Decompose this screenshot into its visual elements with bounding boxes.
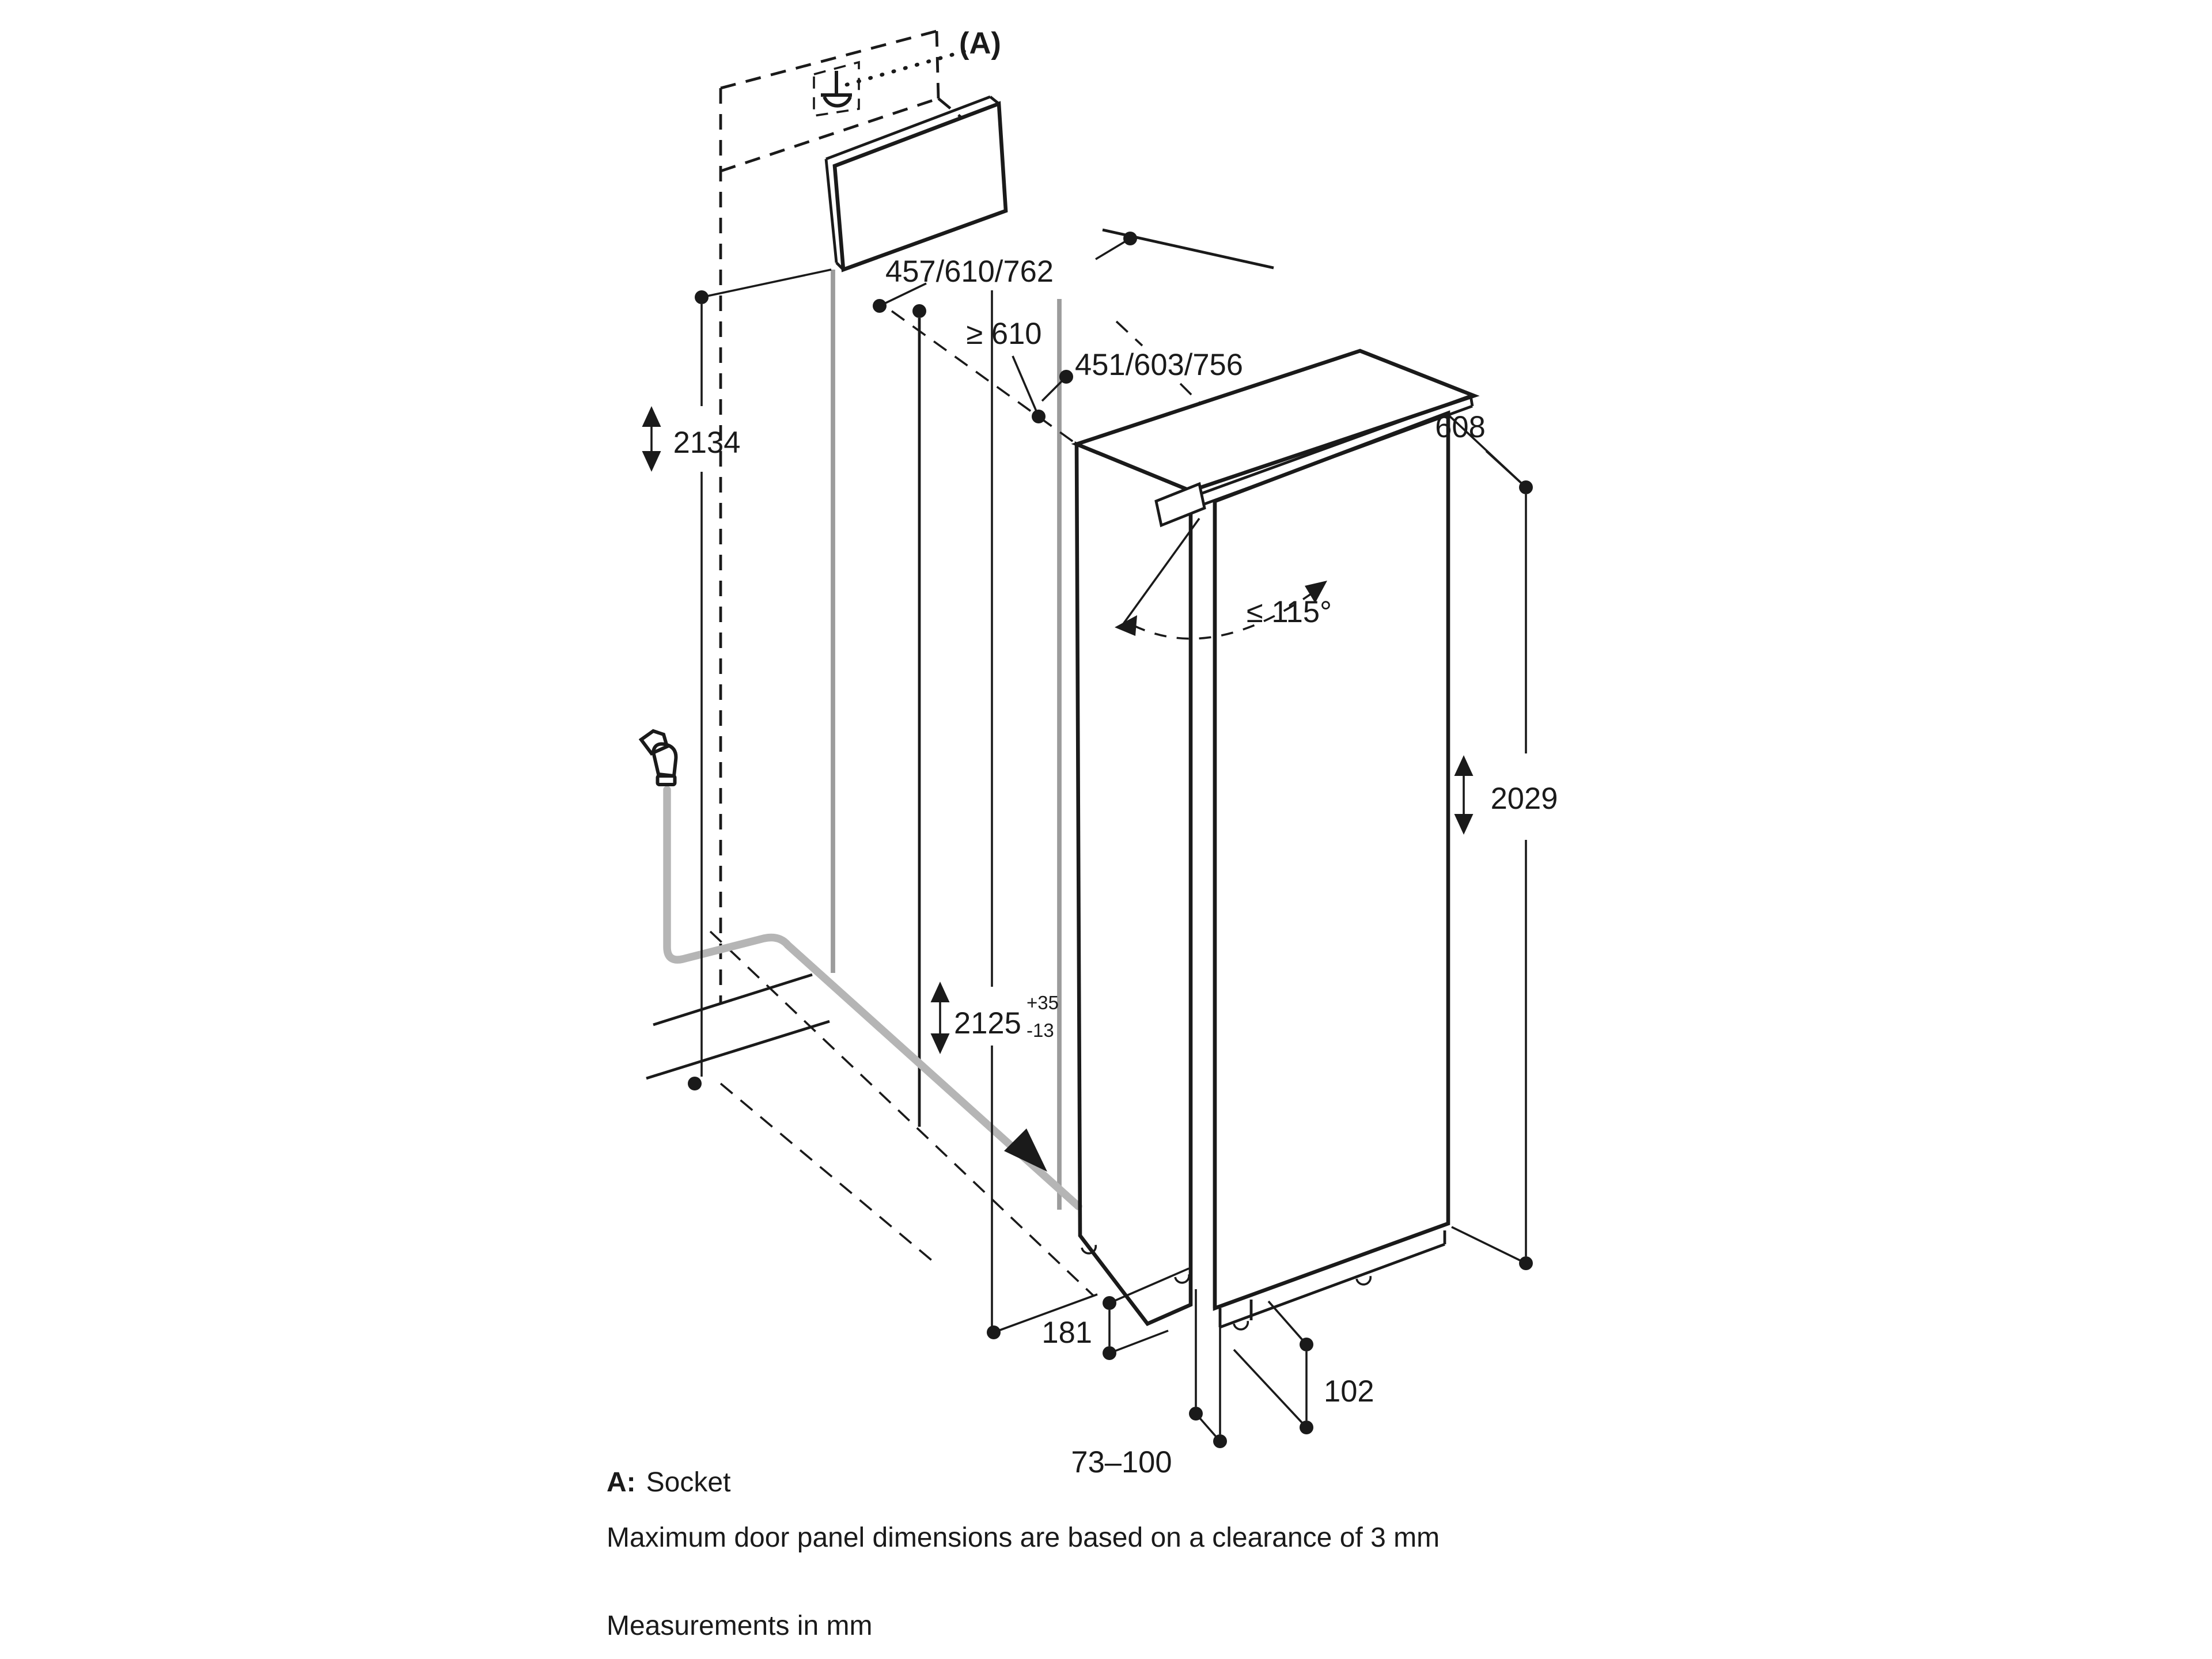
dim-left-height [642, 270, 832, 1090]
left-height-label: 2134 [673, 426, 741, 460]
dimension-dot [1519, 1256, 1533, 1270]
dim-niche-height [931, 290, 1098, 1339]
plinth-height-label: 181 [1041, 1316, 1092, 1350]
niche-height-tol-minus: -13 [1027, 1020, 1054, 1041]
door-hinge-block [1156, 484, 1205, 525]
door-panel [826, 97, 1006, 270]
swing-arrow-left-icon [1115, 615, 1137, 636]
dim-niche-depth [967, 317, 1046, 423]
dim-appliance-height [1452, 494, 1558, 1270]
appliance-door-face [1215, 413, 1448, 1308]
feet-range-label: 73–100 [1071, 1445, 1172, 1479]
water-tap-icon [641, 731, 676, 785]
dimension-dot [1300, 1338, 1313, 1351]
socket-note-value: Socket [646, 1467, 731, 1498]
height-arrow-icon [642, 406, 661, 472]
socket-note-key: A: [607, 1467, 636, 1498]
callout-label: (A) [959, 26, 1001, 60]
dim-feet-range [1071, 1289, 1227, 1479]
dimension-dot [1189, 1407, 1203, 1421]
dimension-dot [1123, 232, 1137, 245]
dimension-dot [873, 299, 887, 313]
door-angle-label: ≤ 115° [1246, 595, 1332, 629]
dimension-dot [1519, 480, 1533, 494]
dimension-dot [688, 1077, 702, 1090]
drain-direction-arrow [1004, 1128, 1047, 1172]
niche-height-tol-plus: +35 [1027, 992, 1059, 1014]
appliance-height-label: 2029 [1490, 782, 1558, 816]
height-arrow-icon [1455, 755, 1474, 835]
soffit-top-edge [721, 31, 937, 88]
dimension-dot [1213, 1434, 1227, 1448]
dimension-dot [695, 290, 709, 304]
dim-base-recess [1234, 1301, 1374, 1434]
footnotes [607, 1467, 1440, 1641]
dimension-dot [1103, 1296, 1116, 1310]
units-note: Measurements in mm [607, 1611, 873, 1641]
panel-width-label: 457/610/762 [885, 255, 1054, 289]
dimension-dot [1103, 1346, 1116, 1360]
callout-dotted-leader [847, 48, 975, 85]
swing-edge-line [1123, 518, 1199, 624]
soffit-right-edge [937, 31, 938, 99]
dimension-dot [1300, 1421, 1313, 1434]
dimension-dot [1032, 410, 1046, 423]
panel-front-face [835, 104, 1006, 270]
appliance-depth-label: 608 [1435, 410, 1486, 444]
niche-height-label: 2125 [954, 1006, 1021, 1040]
appliance-side-face [1077, 444, 1191, 1324]
socket-icon [821, 71, 852, 106]
base-recess-label: 102 [1324, 1374, 1374, 1408]
clearance-note: Maximum door panel dimensions are based on a clearance of 3 mm [607, 1522, 1440, 1553]
floor-dashed-projection [710, 931, 1094, 1296]
floor-lines [646, 975, 830, 1078]
dimension-dot [912, 304, 926, 318]
foot-icon [1175, 1274, 1189, 1283]
height-arrow-icon [931, 982, 950, 1054]
niche-depth-label: ≥ 610 [966, 317, 1042, 351]
socket-note [607, 1467, 730, 1498]
niche-width-label: 451/603/756 [1075, 348, 1243, 382]
niche-gray-lines [833, 270, 1059, 1210]
dim-niche-width [912, 304, 1243, 401]
tap-outlet [658, 776, 675, 785]
appliance [1077, 351, 1474, 1330]
